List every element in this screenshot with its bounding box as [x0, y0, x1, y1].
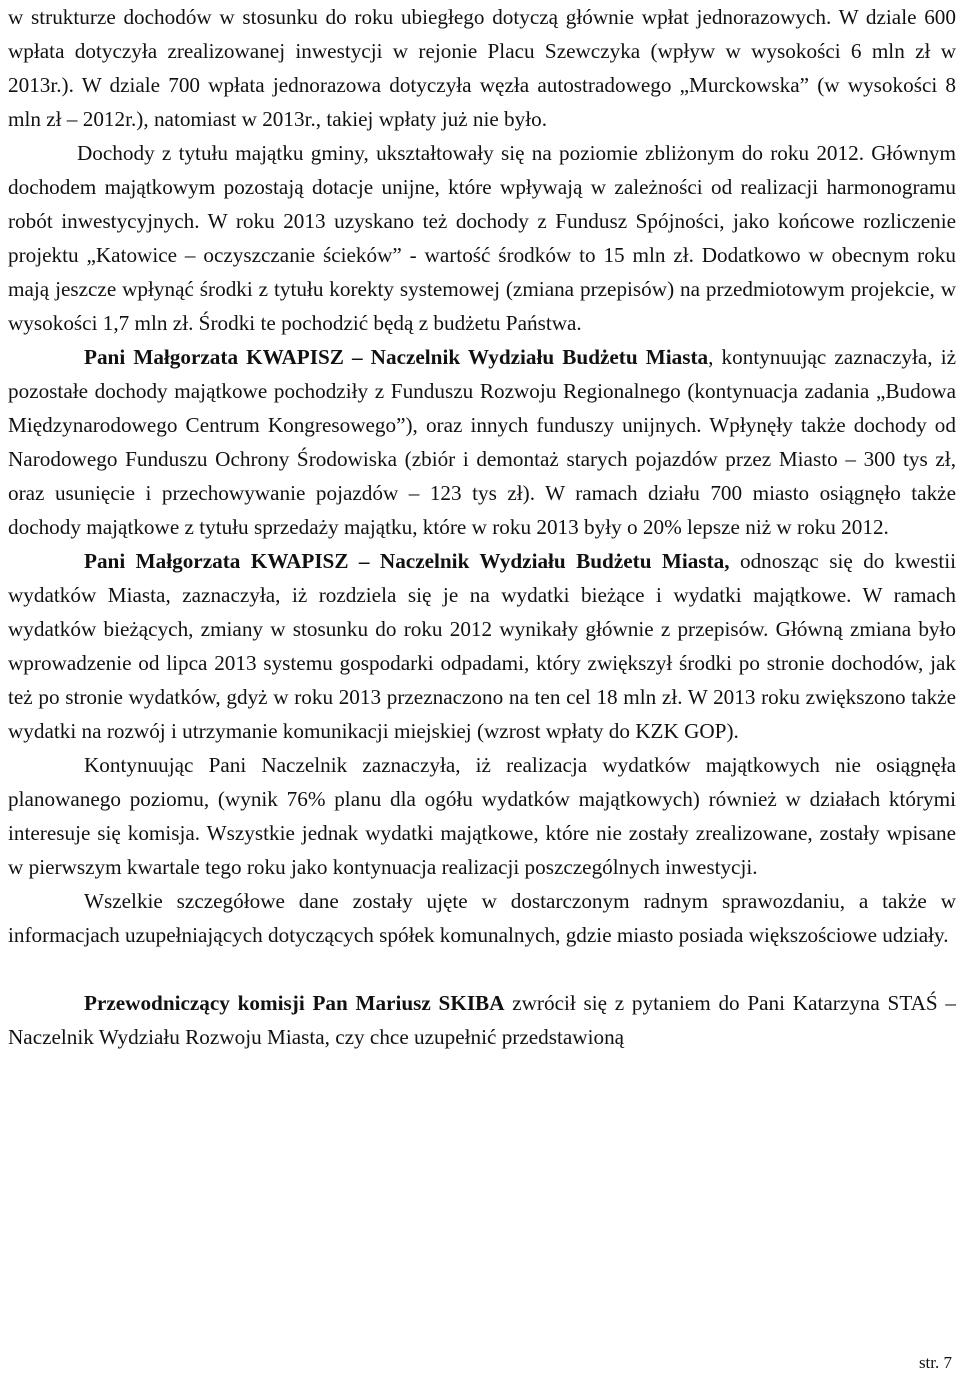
paragraph-property-income: Dochody z tytułu majątku gminy, ukształtowały się na poziomie zbliżonym do roku 2012. Głównym dochodem majątkowym pozostają dotacje unijne, które wpływają w zależności od realizacji harmonogramu robót inwestycyjnych. W roku 2013 uzyskano też dochody z Fundusz Spójności, jako końcowe rozliczenie projektu „Katowice – oczyszczanie ścieków” - wartość środków to 15 mln zł. Dodatkowo w obecnym roku mają jeszcze wpłynąć środki z tytułu korekty systemowej (zmiana przepisów) na przedmiotowym projekcie, w wysokości 1,7 mln zł. Środki te pochodzić będą z budżetu Państwa. — [8, 141, 956, 335]
paragraph-chairman-question — [8, 986, 956, 1054]
paragraph-text: , kontynuując zaznaczyła, iż pozostałe dochody majątkowe pochodziły z Funduszu Rozwoju Regionalnego (kontynuacja zadania „Budowa Międzynarodowego Centrum Kongresowego”), oraz innych funduszy unijnych. Wpłynęły także dochody od Narodowego Funduszu Ochrony Środowiska (zbiór i demontaż starych pojazdów przez Miasto – 300 tys zł, oraz usunięcie i przechowywanie pojazdów – 123 tys zł). W ramach działu 700 miasto osiągnęło także dochody majątkowe z tytułu sprzedaży majątku, które w roku 2013 były o 20% lepsze niż w roku 2012. — [8, 345, 956, 539]
document-page — [8, 0, 956, 1054]
paragraph-text: odnosząc się do kwestii wydatków Miasta, zaznaczyła, iż rozdziela się je na wydatki bieżące i wydatki majątkowe. W ramach wydatków bieżących, zmiany w stosunku do roku 2012 wynikały głównie z przepisów. Główną zmiana było wprowadzenie od lipca 2013 systemu gospodarki odpadami, który zwiększył środki po stronie dochodów, jak też po stronie wydatków, gdyż w roku 2013 przeznaczono na ten cel 18 mln zł. W 2013 roku zwiększono także wydatki na rozwój i utrzymanie komunikacji miejskiej (wzrost wpłaty do KZK GOP). — [8, 549, 957, 743]
paragraph-detailed-data: Wszelkie szczegółowe dane zostały ujęte w dostarczonym radnym sprawozdaniu, a także w informacjach uzupełniających dotyczących spółek komunalnych, gdzie miasto posiada większościowe udziały. — [8, 889, 956, 947]
paragraph-income-structure: w strukturze dochodów w stosunku do roku ubiegłego dotyczą głównie wpłat jednorazowych. W dziale 600 wpłata dotyczyła zrealizowanej inwestycji w rejonie Placu Szewczyka (wpływ w wysokości 6 mln zł w 2013r.). W dziale 700 wpłata jednorazowa dotyczyła węzła autostradowego „Murckowska” (w wysokości 8 mln zł – 2012r.), natomiast w 2013r., takiej wpłaty już nie było. — [8, 5, 956, 131]
paragraph-kwapisz-expenses — [8, 544, 956, 748]
speaker-name: Przewodniczący komisji Pan Mariusz SKIBA — [84, 991, 505, 1015]
speaker-name: Pani Małgorzata KWAPISZ – Naczelnik Wydziału Budżetu Miasta, — [84, 549, 730, 573]
paragraph-investment-execution: Kontynuując Pani Naczelnik zaznaczyła, iż realizacja wydatków majątkowych nie osiągnęła planowanego poziomu, (wynik 76% planu dla ogółu wydatków majątkowych) również w działach którymi interesuje się komisja. Wszystkie jednak wydatki majątkowe, które nie zostały zrealizowane, zostały wpisane w pierwszym kwartale tego roku jako kontynuacja realizacji poszczególnych inwestycji. — [8, 753, 956, 879]
paragraph-text: zwrócił się z pytaniem do Pani Katarzyna STAŚ – Naczelnik Wydziału Rozwoju Miasta, czy chce uzupełnić przedstawioną — [8, 991, 956, 1049]
page-number: str. 7 — [918, 1353, 952, 1372]
paragraph-kwapisz-income — [8, 340, 956, 544]
speaker-name: Pani Małgorzata KWAPISZ – Naczelnik Wydziału Budżetu Miasta — [84, 345, 709, 369]
